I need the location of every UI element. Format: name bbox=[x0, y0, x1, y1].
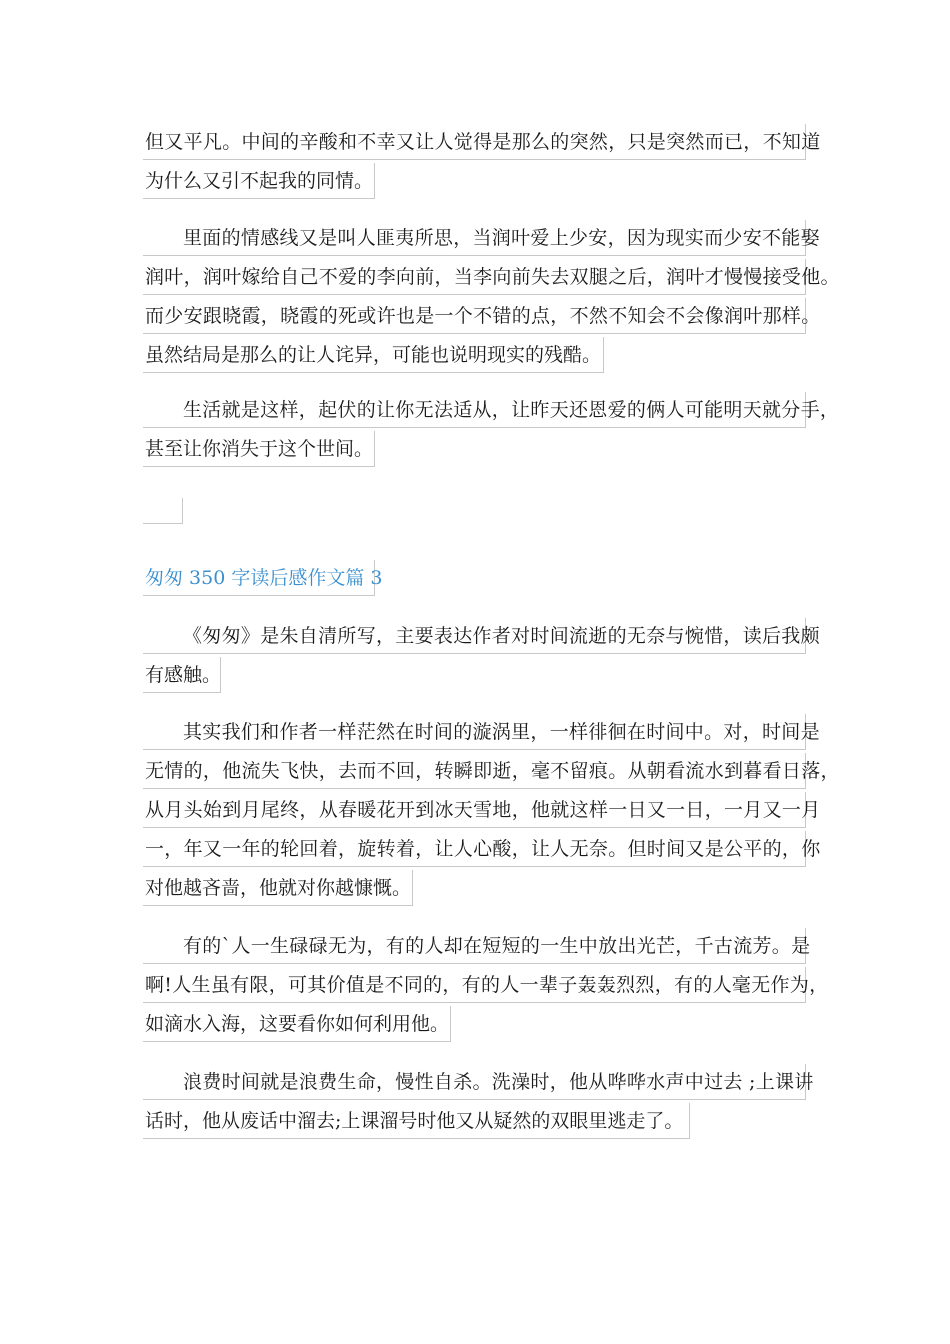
paragraph-line: 但又平凡。中间的辛酸和不幸又让人觉得是那么的突然，只是突然而已，不知道 bbox=[143, 124, 806, 160]
paragraph-line: 话时，他从废话中溜去;上课溜号时他又从疑然的双眼里逃走了。 bbox=[143, 1103, 690, 1139]
paragraph-line: 对他越吝啬，他就对你越慷慨。 bbox=[143, 870, 413, 906]
paragraph-line: 无情的，他流失飞快，去而不回，转瞬即逝，毫不留痕。从朝看流水到暮看日落， bbox=[143, 753, 806, 789]
paragraph-line: 《匆匆》是朱自清所写，主要表达作者对时间流逝的无奈与惋惜，读后我颇 bbox=[143, 618, 806, 654]
paragraph-line: 生活就是这样，起伏的让你无法适从，让昨天还恩爱的俩人可能明天就分手， bbox=[143, 392, 806, 428]
paragraph-line: 啊!人生虽有限，可其价值是不同的，有的人一辈子轰轰烈烈，有的人毫无作为， bbox=[143, 967, 806, 1003]
section-heading: 匆匆 350 字读后感作文篇 3 bbox=[143, 560, 375, 596]
paragraph-line: 里面的情感线又是叫人匪夷所思，当润叶爱上少安，因为现实而少安不能娶 bbox=[143, 220, 806, 256]
empty-line-box bbox=[143, 498, 183, 524]
paragraph-line: 虽然结局是那么的让人诧异，可能也说明现实的残酷。 bbox=[143, 337, 604, 373]
paragraph-line: 其实我们和作者一样茫然在时间的漩涡里，一样徘徊在时间中。对，时间是 bbox=[143, 714, 806, 750]
paragraph-line: 浪费时间就是浪费生命，慢性自杀。洗澡时，他从哗哗水声中过去 ;上课讲 bbox=[143, 1064, 806, 1100]
paragraph-line: 从月头始到月尾终，从春暖花开到冰天雪地，他就这样一日又一日，一月又一月 bbox=[143, 792, 806, 828]
paragraph-line: 而少安跟晓霞，晓霞的死或许也是一个不错的点，不然不知会不会像润叶那样。 bbox=[143, 298, 806, 334]
paragraph-line: 如滴水入海，这要看你如何利用他。 bbox=[143, 1006, 451, 1042]
paragraph-line: 有的`人一生碌碌无为，有的人却在短短的一生中放出光芒，千古流芳。是 bbox=[143, 928, 806, 964]
paragraph-line: 为什么又引不起我的同情。 bbox=[143, 163, 375, 199]
paragraph-line: 甚至让你消失于这个世间。 bbox=[143, 431, 375, 467]
paragraph-line: 一，年又一年的轮回着，旋转着，让人心酸，让人无奈。但时间又是公平的，你 bbox=[143, 831, 806, 867]
paragraph-line: 有感触。 bbox=[143, 657, 221, 693]
paragraph-line: 润叶，润叶嫁给自己不爱的李向前，当李向前失去双腿之后，润叶才慢慢接受他。 bbox=[143, 259, 806, 295]
